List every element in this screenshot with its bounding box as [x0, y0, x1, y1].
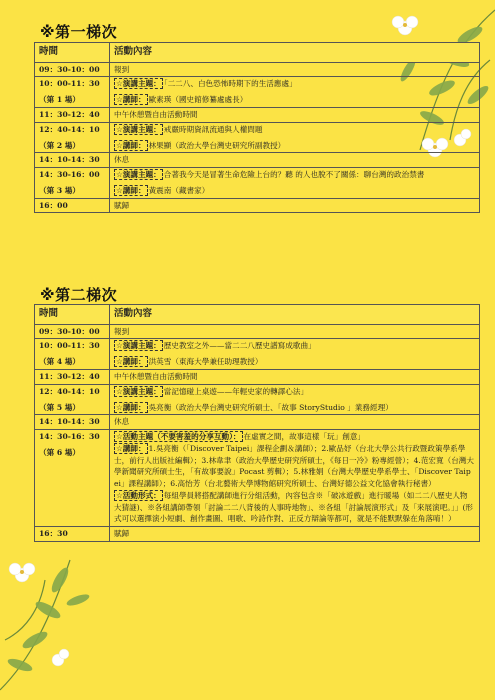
table-row: [35, 370, 480, 385]
theme-tag: ☆演講主題：: [116, 79, 161, 89]
time-header: 時間: [35, 305, 110, 325]
row-time: 11：30-12：40: [35, 370, 110, 385]
row-content: [110, 122, 480, 153]
theme-tag: ☆活動主題（不要害羞的分享互動）：: [116, 432, 241, 442]
theme-text: 合著我今天是冒著生命危險上台的？聽 的人也脫不了關係：聊台灣的政治禁書: [163, 170, 425, 180]
row-time: 11：30-12：40: [35, 108, 110, 123]
table-row: [35, 339, 480, 370]
row-time: 14：10-14：30: [35, 415, 110, 430]
speaker-text: 黃震南（藏書家）: [148, 185, 210, 195]
table-row: [35, 415, 480, 430]
speaker-tag: ☆講師：: [116, 140, 146, 150]
row-content: [110, 77, 480, 108]
theme-text: 歷史教室之外——當二二八歷史譜寫成歌曲」: [163, 341, 316, 351]
row-time: 09：30-10：00: [35, 62, 110, 77]
theme-tag: ☆演講主題：: [116, 386, 161, 396]
row-time: 10：00-11：30 （第 1 場）: [35, 77, 110, 108]
row-time: 14：10-14：30: [35, 153, 110, 168]
table-row: [35, 153, 480, 168]
row-content: 休息: [110, 153, 480, 168]
row-content: 賦歸: [110, 527, 480, 542]
row-time: 12：40-14：10 （第 2 場）: [35, 122, 110, 153]
content-header: 活動內容: [110, 43, 480, 63]
table-row: [35, 430, 480, 527]
table-row: [35, 527, 480, 542]
row-time: 16：30: [35, 527, 110, 542]
speaker-text: 1.吳亮衡（「Discover Taipei」課程企劃＆講師）；2.歐品妤（台北大學公共行政暨政策學系學士，前行人出版社編輯）；3.林韋聿（政治大學歷史研究所碩士，《每日一冷》粉專經營）；4.范宏寬（台灣大學新聞研究所碩士生，「有故事要說」Pocast 剪輯）；5.林雅娟（台灣大學歷史學系學士、「Discover Taipei」課程講師）；6.高怡芳（台北藝術大學博物館研究所碩士、台灣好德公益文化協會執行秘書）: [114, 443, 474, 489]
form-tag: ☆活動形式：: [116, 490, 161, 500]
row-content: [110, 168, 480, 199]
row-content: [110, 430, 480, 527]
content-header: 活動內容: [110, 305, 480, 325]
row-content: [110, 339, 480, 370]
speaker-tag: ☆講師：: [116, 357, 146, 367]
speaker-text: 吳亮衡（政治大學台灣史研究所碩士、「故事 StoryStudio 」業務經理）: [148, 402, 393, 412]
form-text: 每組學員將搭配講師進行分組活動，內容包含※「破冰遊戲」進行暖場（如二二八歷史人物大猜謎)、※各組講師帶領「討論二二八背後的人事時地物」、※各組「討論展演形式」及「來展演吧。」」(形式可以選擇演小短劇、創作畫圖、唱歌、吟詩作對、正反方辯論等都可，就是不能默默躲在角落唷！）: [114, 490, 474, 524]
table-header-row: [35, 43, 480, 63]
speaker-text: 林果顯（政治大學台灣史研究所副教授）: [148, 140, 286, 150]
speaker-text: 歐素瑛（國史館修纂處處長）: [148, 95, 248, 105]
floral-decoration-bottom-left: [0, 540, 110, 700]
row-time: 12：40-14：10 （第 5 場）: [35, 384, 110, 415]
row-content: 中午休憩暨自由活動時間: [110, 108, 480, 123]
table-row: [35, 62, 480, 77]
row-content: [110, 384, 480, 415]
row-content: 報到: [110, 324, 480, 339]
row-time: 14：30-16：30 （第 6 場）: [35, 430, 110, 527]
table-row: [35, 122, 480, 153]
row-time: 14：30-16：00 （第 3 場）: [35, 168, 110, 199]
tier1-title: ※第一梯次: [40, 23, 118, 41]
row-content: 中午休憩暨自由活動時間: [110, 370, 480, 385]
table-row: [35, 198, 480, 213]
theme-tag: ☆演講主題：: [116, 124, 161, 134]
row-time: 09：30-10：00: [35, 324, 110, 339]
row-time: 16：00: [35, 198, 110, 213]
table-row: [35, 108, 480, 123]
row-content: 賦歸: [110, 198, 480, 213]
theme-text: 「二二八、白色恐怖時期下的生活應處」: [163, 79, 297, 89]
row-content: 報到: [110, 62, 480, 77]
table-header-row: [35, 305, 480, 325]
theme-tag: ☆演講主題：: [116, 170, 161, 180]
speaker-tag: ☆講師：: [116, 185, 146, 195]
speaker-tag: ☆講師：: [116, 402, 146, 412]
time-header: 時間: [35, 43, 110, 63]
theme-text: 戒嚴時期資訊流通與人權問題: [163, 124, 263, 134]
speaker-tag: ☆講師：: [116, 95, 146, 105]
tier2-schedule-table: [34, 304, 480, 542]
speaker-text: 洪英雪（東海大學兼任助理教授）: [148, 357, 263, 367]
theme-text: 當記憶碰上桌遊——年輕史家的轉譯心法」: [163, 386, 309, 396]
row-content: 休息: [110, 415, 480, 430]
table-row: [35, 168, 480, 199]
theme-text: 在虛實之間，故事這樣「玩」創意」: [243, 432, 366, 442]
table-row: [35, 384, 480, 415]
row-time: 10：00-11：30 （第 4 場）: [35, 339, 110, 370]
tier1-schedule-table: [34, 42, 480, 213]
table-row: [35, 324, 480, 339]
theme-tag: ☆演講主題：: [116, 341, 161, 351]
tier2-title: ※第二梯次: [40, 286, 118, 304]
table-row: [35, 77, 480, 108]
speaker-tag: ☆講師：: [116, 443, 146, 453]
